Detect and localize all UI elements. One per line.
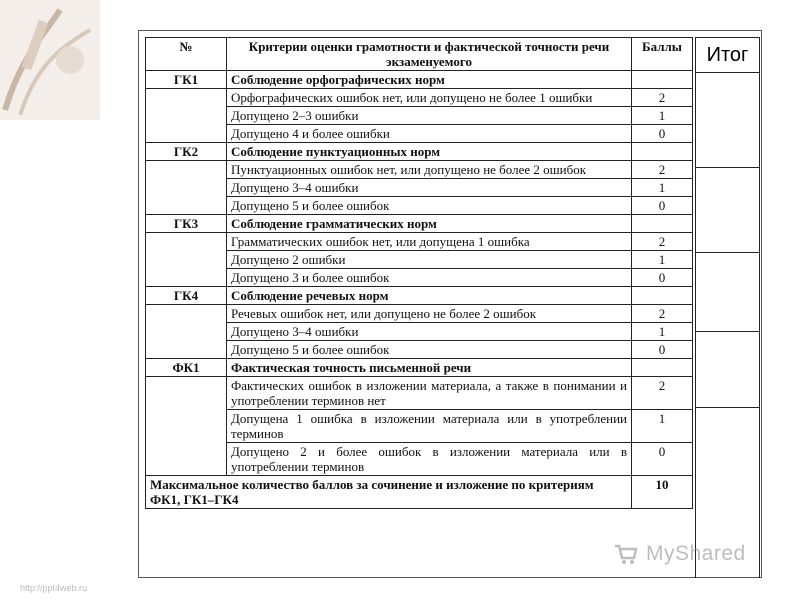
itog-divider — [695, 407, 760, 408]
table-header-row — [146, 38, 693, 71]
watermark-text: MyShared — [646, 542, 746, 565]
criterion-row — [146, 197, 693, 215]
criterion-row — [146, 233, 693, 251]
criterion-row — [146, 179, 693, 197]
decorative-corner-image — [0, 0, 100, 120]
criterion-points: 0 — [632, 197, 693, 215]
cart-icon — [612, 540, 640, 568]
group-header-row — [146, 359, 693, 377]
group-code-spacer — [146, 233, 227, 287]
total-text: Максимальное количество баллов за сочинение и изложение по критериям ФК1, ГК1–ГК4 — [146, 476, 632, 509]
criterion-text: Допущено 2–3 ошибки — [227, 107, 632, 125]
criterion-row — [146, 410, 693, 443]
group-points-empty — [632, 215, 693, 233]
criterion-row — [146, 161, 693, 179]
criterion-points: 2 — [632, 161, 693, 179]
group-code: ГК4 — [146, 287, 227, 305]
group-code-spacer — [146, 89, 227, 143]
criteria-table — [145, 37, 693, 509]
group-header-row — [146, 71, 693, 89]
criterion-text: Пунктуационных ошибок нет, или допущено не более 2 ошибок — [227, 161, 632, 179]
itog-divider — [695, 167, 760, 168]
criterion-text: Орфографических ошибок нет, или допущено не более 1 ошибки — [227, 89, 632, 107]
criterion-text: Грамматических ошибок нет, или допущена 1 ошибка — [227, 233, 632, 251]
group-code-spacer — [146, 305, 227, 359]
header-points: Баллы — [632, 38, 693, 71]
criterion-row — [146, 443, 693, 476]
itog-header: Итог — [695, 37, 760, 73]
footer-url: http://ppt4web.ru — [20, 583, 88, 593]
group-header-row — [146, 215, 693, 233]
criterion-points: 1 — [632, 107, 693, 125]
group-title: Соблюдение грамматических норм — [227, 215, 632, 233]
criterion-points: 0 — [632, 341, 693, 359]
group-points-empty — [632, 359, 693, 377]
criterion-points: 0 — [632, 125, 693, 143]
criterion-points: 2 — [632, 305, 693, 323]
criterion-points: 2 — [632, 89, 693, 107]
criterion-row — [146, 251, 693, 269]
criterion-text: Допущено 5 и более ошибок — [227, 341, 632, 359]
group-code-spacer — [146, 377, 227, 476]
criterion-row — [146, 377, 693, 410]
criterion-text: Допущено 2 и более ошибок в изложении материала или в употреблении терминов — [227, 443, 632, 476]
criterion-text: Допущено 3 и более ошибок — [227, 269, 632, 287]
criterion-row — [146, 269, 693, 287]
group-code-spacer — [146, 161, 227, 215]
group-points-empty — [632, 143, 693, 161]
criterion-points: 2 — [632, 377, 693, 410]
itog-divider — [695, 252, 760, 253]
group-points-empty — [632, 71, 693, 89]
criterion-row — [146, 89, 693, 107]
criterion-row — [146, 107, 693, 125]
group-code: ГК1 — [146, 71, 227, 89]
criterion-points: 1 — [632, 251, 693, 269]
criterion-points: 2 — [632, 233, 693, 251]
itog-column — [695, 37, 760, 578]
header-num: № — [146, 38, 227, 71]
criterion-points: 1 — [632, 323, 693, 341]
group-title: Соблюдение речевых норм — [227, 287, 632, 305]
criterion-row — [146, 323, 693, 341]
criterion-points: 1 — [632, 410, 693, 443]
itog-divider — [695, 331, 760, 332]
criterion-text: Фактических ошибок в изложении материала, а также в понимании и употреблении терминов нет — [227, 377, 632, 410]
group-code: ГК3 — [146, 215, 227, 233]
criterion-points: 0 — [632, 269, 693, 287]
watermark-logo — [612, 537, 762, 571]
criterion-text: Допущено 3–4 ошибки — [227, 323, 632, 341]
criterion-points: 0 — [632, 443, 693, 476]
header-criteria: Критерии оценки грамотности и фактической точности речи экзаменуемого — [227, 38, 632, 71]
criterion-text: Допущено 2 ошибки — [227, 251, 632, 269]
criterion-text: Допущена 1 ошибка в изложении материала или в употреблении терминов — [227, 410, 632, 443]
criterion-row — [146, 125, 693, 143]
criterion-row — [146, 305, 693, 323]
group-title: Фактическая точность письменной речи — [227, 359, 632, 377]
criterion-text: Допущено 4 и более ошибки — [227, 125, 632, 143]
group-header-row — [146, 287, 693, 305]
group-code: ГК2 — [146, 143, 227, 161]
criterion-text: Речевых ошибок нет, или допущено не более 2 ошибок — [227, 305, 632, 323]
total-points: 10 — [632, 476, 693, 509]
criterion-text: Допущено 5 и более ошибок — [227, 197, 632, 215]
group-title: Соблюдение пунктуационных норм — [227, 143, 632, 161]
group-header-row — [146, 143, 693, 161]
group-title: Соблюдение орфографических норм — [227, 71, 632, 89]
group-points-empty — [632, 287, 693, 305]
group-code: ФК1 — [146, 359, 227, 377]
total-row — [146, 476, 693, 509]
criterion-points: 1 — [632, 179, 693, 197]
criterion-row — [146, 341, 693, 359]
criterion-text: Допущено 3–4 ошибки — [227, 179, 632, 197]
